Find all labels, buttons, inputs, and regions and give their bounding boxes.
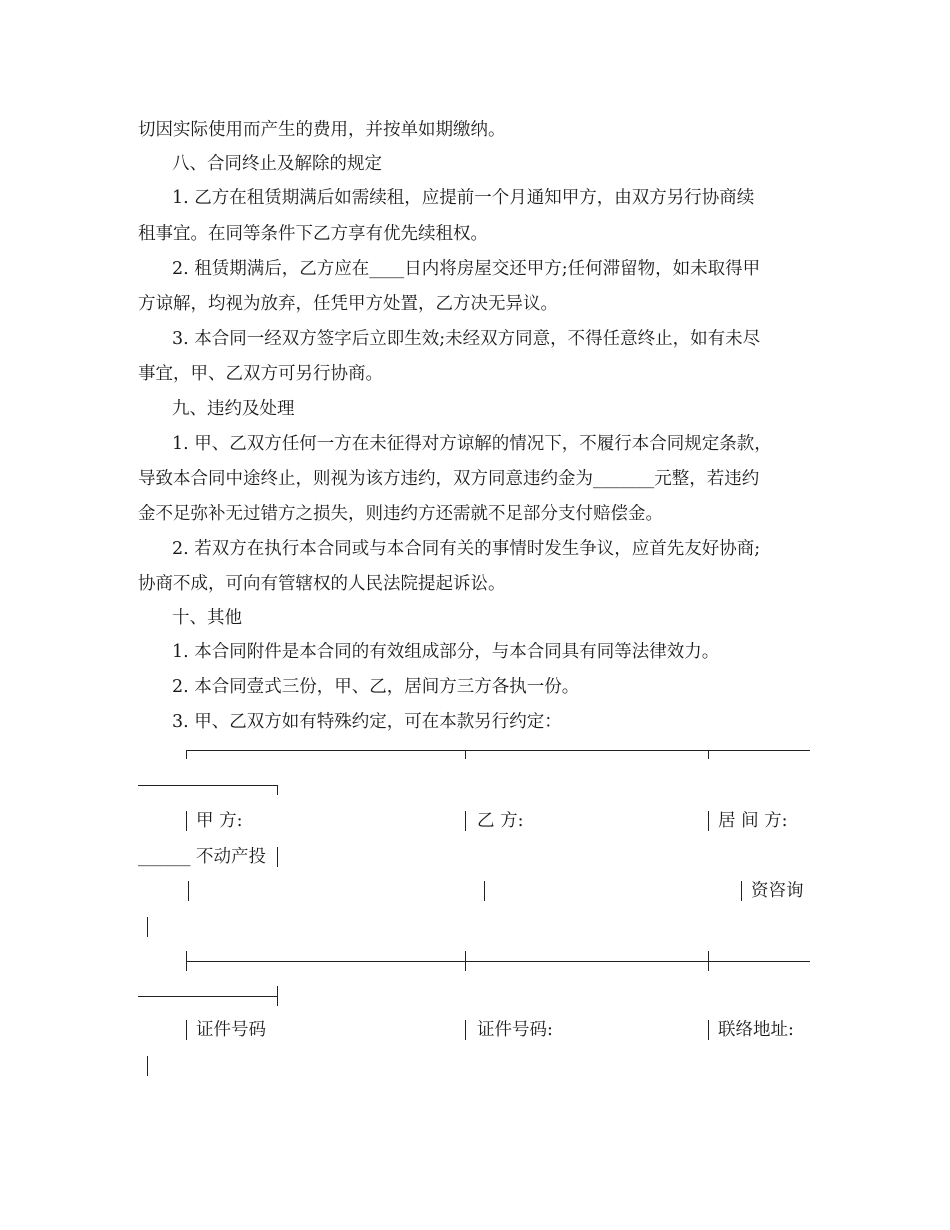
- table-divider: [465, 811, 466, 831]
- agent-address-label: 联络地址:: [718, 1020, 794, 1040]
- table-mid-border: [186, 961, 810, 962]
- table-divider: [277, 847, 278, 867]
- table-top-border: [186, 750, 810, 751]
- table-divider: [188, 881, 189, 901]
- table-divider: [465, 1020, 466, 1040]
- clause-9-1: 1. 甲、乙双方任何一方在未征得对方谅解的情况下，不履行本合同规定条款，: [172, 434, 772, 454]
- party-b-label: 乙 方:: [477, 811, 524, 831]
- section-heading-9: 九、违约及处理: [172, 399, 295, 419]
- clause-8-2: 2. 租赁期满后，乙方应在____日内将房屋交还甲方;任何滞留物，如未取得甲: [172, 259, 761, 279]
- table-divider: [465, 750, 466, 759]
- table-mid-border-wrap: [138, 996, 278, 997]
- clause-8-3-cont: 事宜，甲、乙双方可另行协商。: [138, 364, 383, 384]
- party-b-id-label: 证件号码:: [477, 1020, 553, 1040]
- table-divider: [484, 881, 485, 901]
- clause-9-2: 2. 若双方在执行本合同或与本合同有关的事情时发生争议，应首先友好协商;: [172, 539, 761, 559]
- clause-9-1-cont2: 金不足弥补无过错方之损失，则违约方还需就不足部分支付赔偿金。: [138, 504, 663, 524]
- agent-name: 不动产投: [196, 847, 266, 867]
- table-corner: [186, 750, 187, 759]
- party-a-id-label: 证件号码: [196, 1020, 266, 1040]
- agent-name-cont: 资咨询: [751, 881, 804, 901]
- table-divider: [147, 1056, 148, 1076]
- clause-10-2: 2. 本合同壹式三份，甲、乙，居间方三方各执一份。: [172, 677, 580, 697]
- clause-8-1-cont: 租事宜。在同等条件下乙方享有优先续租权。: [138, 224, 488, 244]
- clause-10-3: 3. 甲、乙双方如有特殊约定，可在本款另行约定：: [172, 712, 562, 732]
- party-a-label: 甲 方:: [196, 811, 243, 831]
- table-divider: [186, 811, 187, 831]
- table-junction: [465, 951, 466, 971]
- table-divider: [147, 917, 148, 937]
- table-junction: [186, 951, 187, 971]
- clause-9-2-cont: 协商不成，可向有管辖权的人民法院提起诉讼。: [138, 574, 506, 594]
- table-divider: [708, 750, 709, 759]
- clause-8-3: 3. 本合同一经双方签字后立即生效;未经双方同意，不得任意终止，如有未尽: [172, 329, 761, 349]
- table-divider: [186, 1020, 187, 1040]
- table-divider: [708, 811, 709, 831]
- clause-8-1: 1. 乙方在租赁期满后如需续租，应提前一个月通知甲方，由双方另行协商续: [172, 188, 755, 208]
- clause-8-2-cont: 方谅解，均视为放弃，任凭甲方处置，乙方决无异议。: [138, 294, 558, 314]
- section-heading-8: 八、合同终止及解除的规定: [172, 154, 382, 174]
- agent-name-blank: ______: [138, 847, 191, 867]
- table-divider: [741, 881, 742, 901]
- paragraph-line: 切因实际使用而产生的费用，并按单如期缴纳。: [138, 120, 506, 140]
- clause-10-1: 1. 本合同附件是本合同的有效组成部分，与本合同具有同等法律效力。: [172, 642, 720, 662]
- section-heading-10: 十、其他: [172, 608, 242, 628]
- table-top-border-wrap: [138, 785, 278, 786]
- agent-label: 居 间 方:: [718, 811, 788, 831]
- table-junction: [277, 986, 278, 1006]
- table-corner: [277, 785, 278, 795]
- table-divider: [708, 1020, 709, 1040]
- clause-9-1-cont: 导致本合同中途终止，则视为该方违约，双方同意违约金为_______元整，若违约: [138, 469, 760, 489]
- table-junction: [708, 951, 709, 971]
